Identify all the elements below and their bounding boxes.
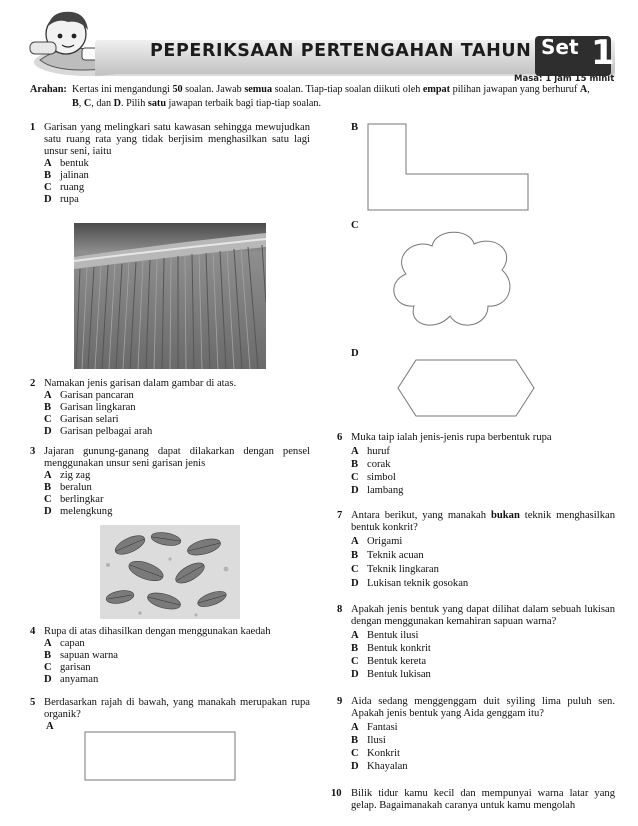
option-text: jalinan [60,170,89,181]
option-c[interactable] [44,662,91,674]
question-text: Bilik tidur kamu kecil dan mempunyai warna latar yang gelap. Bagaimanakah caranya untuk kamu mengolah [351,788,615,812]
option-d[interactable] [44,426,152,438]
shape-label-d[interactable]: D [351,348,359,359]
option-text: Ilusi [367,735,386,746]
question-number: 7 [337,510,343,521]
option-text: Garisan selari [60,414,119,425]
option-c[interactable] [351,472,396,484]
option-letter: D [351,669,359,680]
option-letter: D [44,506,52,517]
option-letter: A [44,470,52,481]
option-letter: A [351,722,359,733]
question-text-part: Antara berikut, yang manakah [351,510,491,521]
option-b[interactable] [44,482,92,494]
option-d[interactable] [351,578,468,590]
option-text: bentuk [60,158,89,169]
hexagon-shape [396,358,536,418]
option-a[interactable] [351,446,390,458]
option-d[interactable] [44,674,98,686]
instr-letter: C [83,98,92,109]
option-letter: B [351,550,359,561]
option-text: Khayalan [367,761,408,772]
option-c[interactable] [351,656,426,668]
instr-part: , [587,84,590,95]
option-a[interactable] [351,536,402,548]
option-letter: D [351,485,359,496]
option-text: Garisan lingkaran [60,402,136,413]
option-b[interactable] [44,402,136,414]
instr-letter: B [72,98,79,109]
option-letter: B [44,170,52,181]
option-letter: C [44,494,52,505]
option-a[interactable] [351,630,419,642]
option-text: huruf [367,446,390,457]
question-number: 2 [30,378,36,389]
option-letter: D [351,761,359,772]
option-text: Garisan pelbagai arah [60,426,153,437]
option-letter: B [44,482,52,493]
shape-label-c[interactable]: C [351,220,359,231]
shape-label-b[interactable]: B [351,122,359,133]
option-text: Garisan pancaran [60,390,134,401]
option-text: Fantasi [367,722,398,733]
page-title: PEPERIKSAAN PERTENGAHAN TAHUN [150,41,532,61]
question-number: 6 [337,432,343,443]
instructions-text [72,83,615,111]
option-text: garisan [60,662,91,673]
option-text: Bentuk konkrit [367,643,431,654]
question-emphasis: bukan [490,510,520,521]
option-letter: D [351,578,359,589]
instr-four: empat [422,84,451,95]
option-text: Bentuk ilusi [367,630,419,641]
page-header [0,0,638,96]
option-text: sapuan warna [60,650,118,661]
instr-part: jawapan terbaik bagi tiap-tiap soalan. [166,98,322,109]
option-letter: B [351,735,359,746]
option-letter: C [44,182,52,193]
leaf-print-photo [100,525,240,619]
instr-letter: D [113,98,121,109]
question-number: 3 [30,446,36,457]
option-text: Bentuk kereta [367,656,427,667]
instr-part: pilihan jawapan yang berhuruf [450,84,580,95]
option-letter: C [44,414,52,425]
instr-part: soalan. Jawab [182,84,245,95]
option-c[interactable] [44,414,119,426]
option-b[interactable] [351,735,386,747]
option-text: ruang [60,182,85,193]
option-b[interactable] [351,643,431,655]
option-letter: D [44,674,52,685]
option-letter: A [351,536,359,547]
l-shape [366,122,532,212]
option-text: melengkung [60,506,113,517]
instr-part: . Pilih [120,98,148,109]
option-text: Lukisan teknik gosokan [367,578,469,589]
option-letter: A [351,446,359,457]
option-d[interactable] [351,485,403,497]
option-text: Teknik acuan [367,550,424,561]
question-text: Muka taip ialah jenis-jenis rupa berbentuk rupa [351,432,552,443]
option-d[interactable] [44,194,79,206]
option-d[interactable] [351,669,431,681]
option-text: lambang [367,485,404,496]
instr-letter: A [579,84,588,95]
option-text: Teknik lingkaran [367,564,439,575]
question-text: Aida sedang menggenggam duit syiling lima puluh sen. Apakah jenis bentuk yang Aida genggam itu? [351,696,615,720]
question-number: 10 [331,788,342,799]
option-text: Konkrit [367,748,400,759]
option-text: anyaman [60,674,99,685]
option-letter: A [44,390,52,401]
set-label: Set [541,35,579,59]
option-letter: A [44,158,52,169]
question-text: Jajaran gunung-ganang dapat dilakarkan dengan pensel menggunakan unsur seni garisan jenis [44,446,310,470]
option-a[interactable] [351,722,398,734]
option-c[interactable] [351,564,439,576]
option-c[interactable] [44,494,104,506]
option-b[interactable] [44,170,89,182]
question-text-part: teknik menghasilkan bentuk konkrit? [351,510,615,534]
option-letter: D [44,194,52,205]
option-text: corak [367,459,391,470]
option-letter: C [351,564,359,575]
option-text: berlingkar [60,494,104,505]
option-b[interactable] [351,550,424,562]
question-number: 8 [337,604,343,615]
instructions-label: Arahan: [30,84,67,95]
option-letter: B [351,459,359,470]
option-a[interactable] [44,470,90,482]
option-a[interactable] [44,638,85,650]
question-text: Rupa di atas dihasilkan dengan menggunakan kaedah [44,626,271,637]
question-number: 9 [337,696,343,707]
instr-all: semua [244,84,273,95]
instr-part: , dan [91,98,114,109]
instr-one: satu [147,98,166,109]
instr-part: Kertas ini mengandungi [72,84,173,95]
option-letter: A [351,630,359,641]
option-d[interactable] [44,506,112,518]
option-text: beralun [60,482,92,493]
option-text: rupa [60,194,79,205]
instr-part: , [78,98,84,109]
option-a[interactable] [44,390,134,402]
shape-label-a[interactable]: A [46,721,54,732]
option-text: Origami [367,536,403,547]
question-text: Garisan yang melingkari satu kawasan sehingga mewujudkan satu ruang rata yang tidak berjisim menghasilkan satu lagi unsur seni, iaitu [44,122,310,158]
option-b[interactable] [44,650,118,662]
option-letter: C [44,662,52,673]
option-letter: D [44,426,52,437]
rectangle-shape [84,731,236,781]
flower-organic-shape [384,226,520,332]
option-d[interactable] [351,761,408,773]
question-number: 4 [30,626,36,637]
option-letter: B [44,650,52,661]
question-text: Namakan jenis garisan dalam gambar di atas. [44,378,237,389]
option-letter: C [351,472,359,483]
question-number: 1 [30,122,36,133]
option-b[interactable] [351,459,391,471]
option-c[interactable] [44,182,84,194]
leaf-lines-photo [74,223,266,369]
option-a[interactable] [44,158,89,170]
option-text: Bentuk lukisan [367,669,431,680]
set-number: 1 [591,33,615,73]
question-text [351,510,615,534]
exam-duration: Masa: 1 jam 15 minit [514,74,615,84]
option-text: simbol [367,472,396,483]
option-letter: B [44,402,52,413]
option-text: zig zag [60,470,91,481]
option-letter: C [351,748,359,759]
question-text: Berdasarkan rajah di bawah, yang manakah merupakan rupa organik? [44,697,310,721]
question-text: Apakah jenis bentuk yang dapat dilihat dalam sebuah lukisan dengan menggunakan kemahiran sapuan warna? [351,604,615,628]
option-letter: A [44,638,52,649]
option-letter: C [351,656,359,667]
instr-count: 50 [172,84,183,95]
option-c[interactable] [351,748,400,760]
instr-part: soalan. Tiap-tiap soalan diikuti oleh [272,84,423,95]
option-letter: B [351,643,359,654]
option-text: capan [60,638,85,649]
instructions [30,83,615,111]
question-number: 5 [30,697,36,708]
